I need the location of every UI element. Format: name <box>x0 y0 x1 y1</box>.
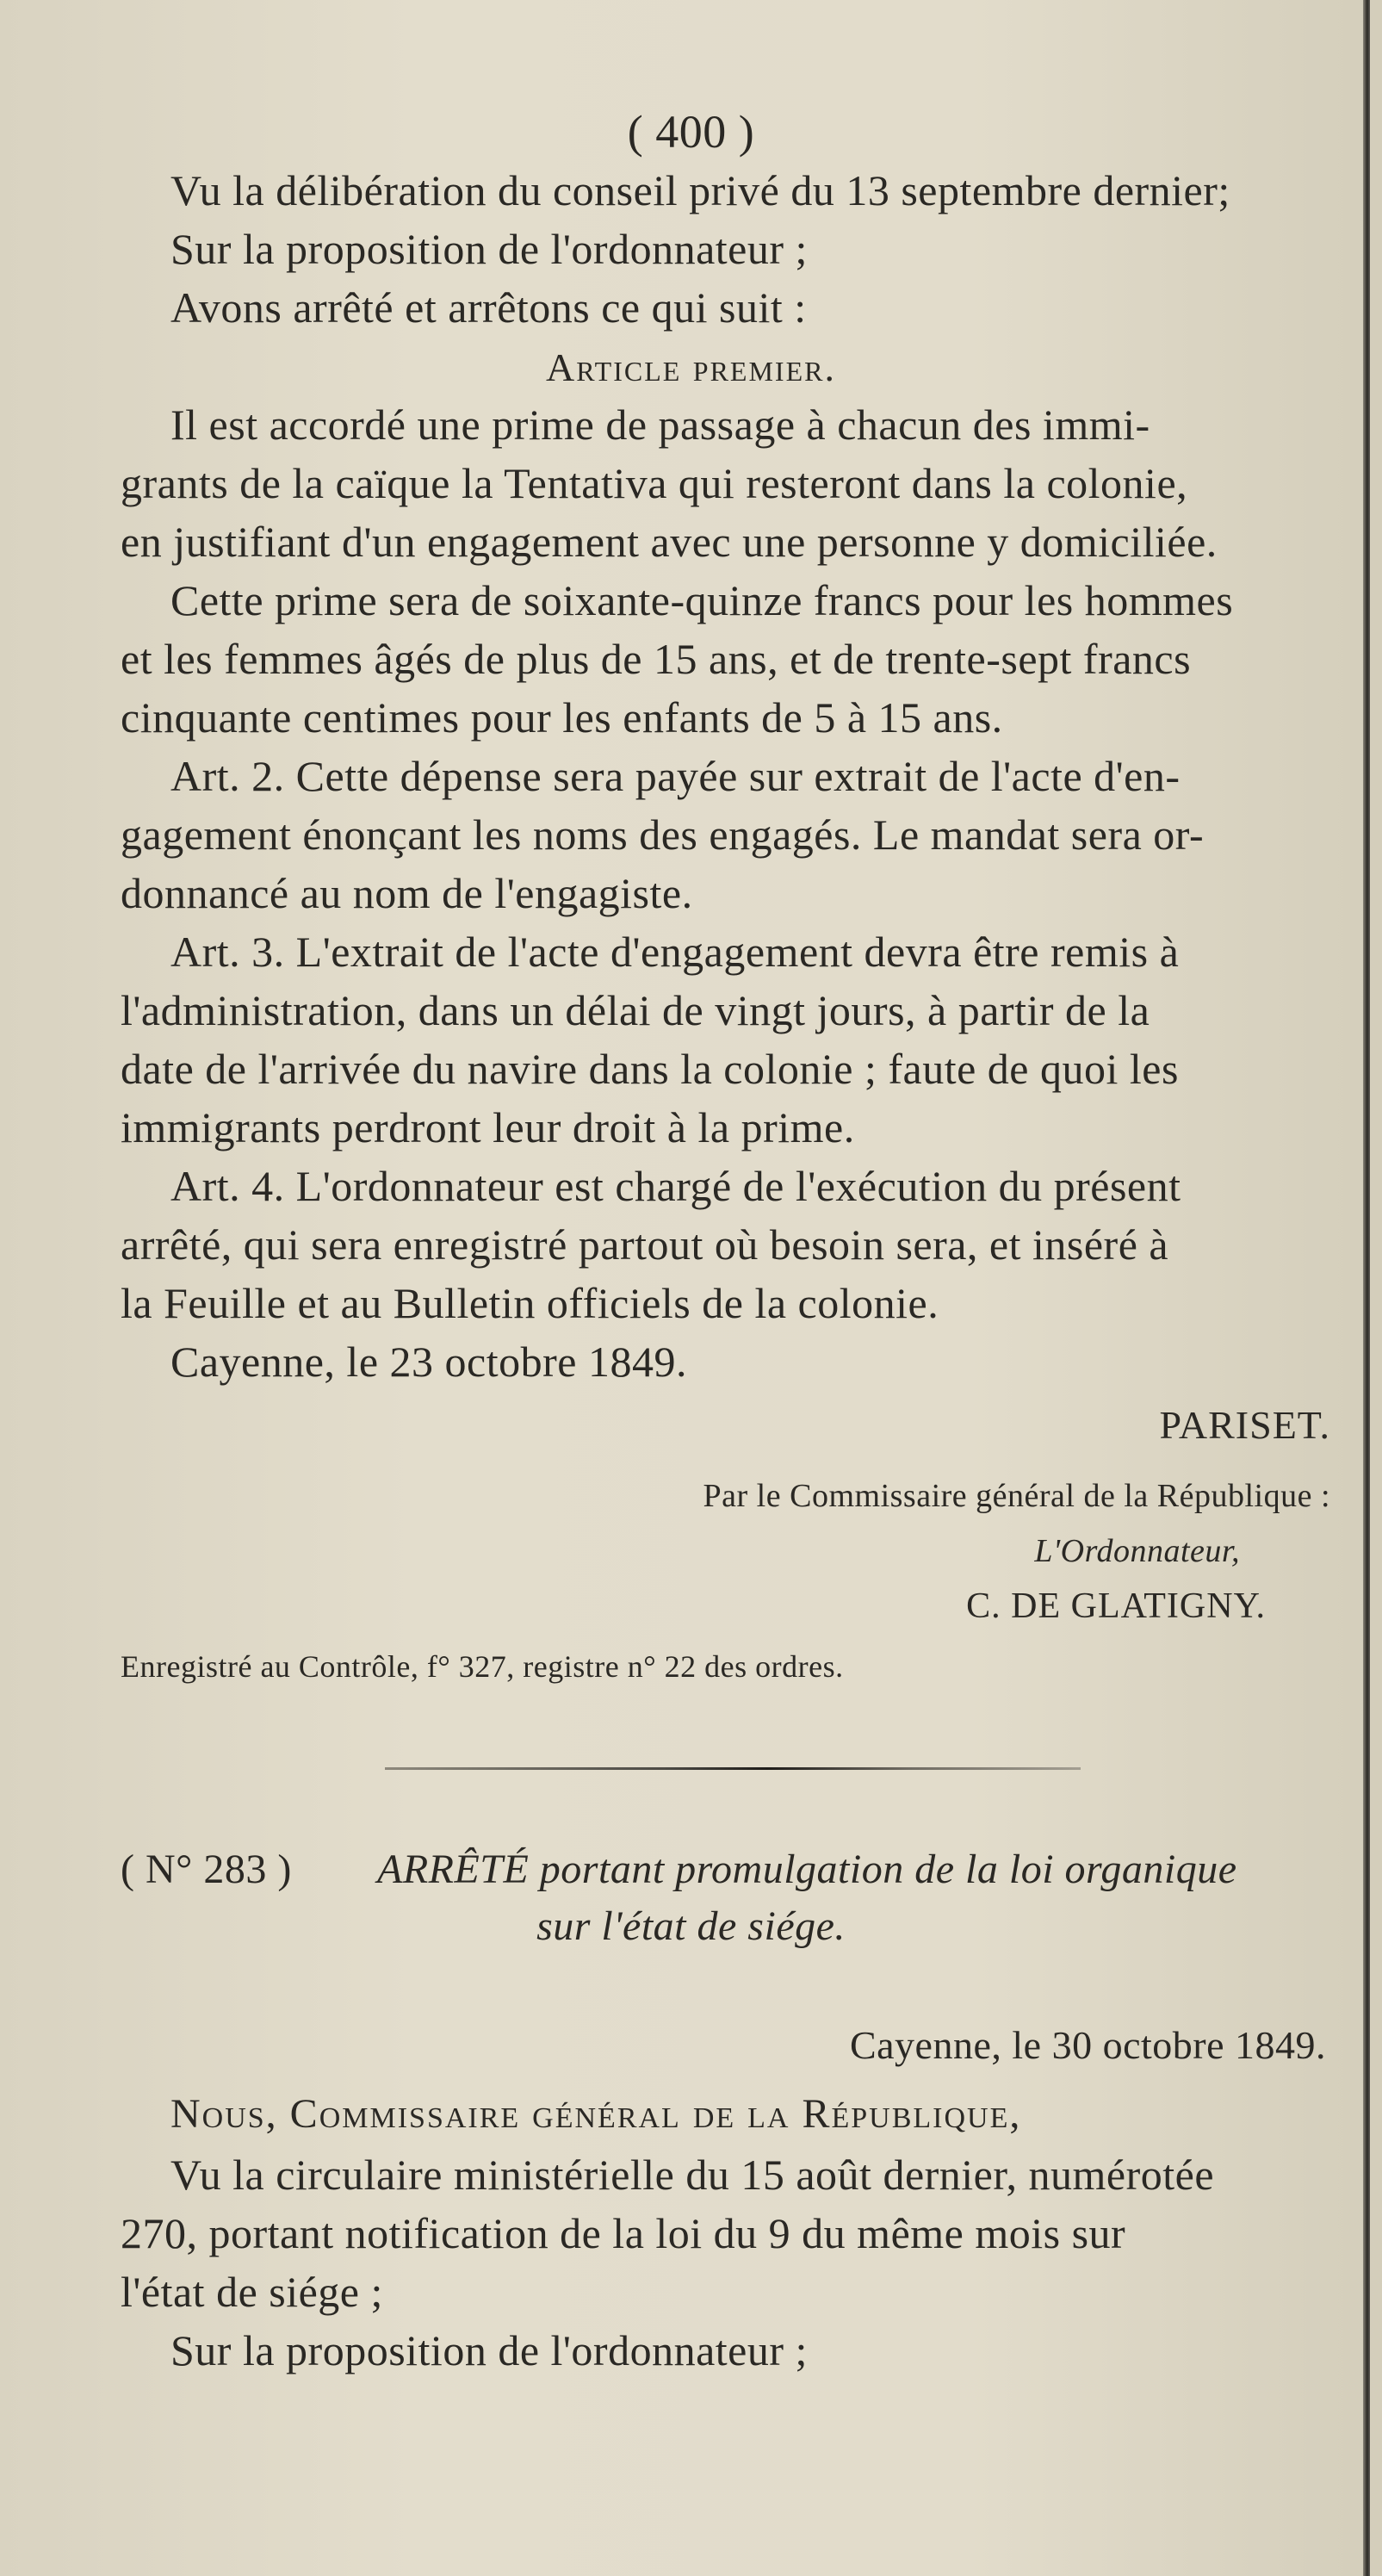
text-line: Vu la délibération du conseil privé du 13 septembre dernier; <box>170 166 1230 214</box>
preamble: Nous, Commissaire général de la République, <box>170 2091 1022 2137</box>
text-line: Avons arrêté et arrêtons ce qui suit : <box>170 283 807 332</box>
date-line: Cayenne, le 23 octobre 1849. <box>170 1338 687 1386</box>
text-line: cinquante centimes pour les enfants de 5 à 15 ans. <box>121 693 1003 742</box>
article-heading: Article premier. <box>546 345 836 389</box>
text-line: en justifiant d'un engagement avec une personne y domiciliée. <box>121 518 1218 566</box>
text-line: grants de la caïque la Tentativa qui resteront dans la colonie, <box>121 459 1188 507</box>
section-title-line2: sur l'état de siége. <box>536 1903 846 1949</box>
text-line: gagement énonçant les noms des engagés. Le mandat sera or- <box>121 810 1205 859</box>
text-line: l'administration, dans un délai de vingt jours, à partir de la <box>121 986 1150 1034</box>
section-title: ARRÊTÉ portant promulgation de la loi organique <box>377 1847 1237 1892</box>
text-line: Cette prime sera de soixante-quinze francs pour les hommes <box>170 576 1234 624</box>
byline-name: C. DE GLATIGNY. <box>966 1586 1266 1626</box>
registration-note: Enregistré au Contrôle, f° 327, registre n° 22 des ordres. <box>121 1649 844 1684</box>
text-line: Art. 4. L'ordonnateur est chargé de l'exécution du présent <box>170 1162 1181 1210</box>
text-line: immigrants perdront leur droit à la prime. <box>121 1103 855 1151</box>
text-line: donnancé au nom de l'engagiste. <box>121 869 693 917</box>
section-number: ( N° 283 ) <box>121 1847 292 1892</box>
text-line: la Feuille et au Bulletin officiels de la colonie. <box>121 1279 939 1327</box>
byline-title: L'Ordonnateur, <box>1034 1533 1240 1569</box>
text-line: 270, portant notification de la loi du 9 du même mois sur <box>121 2209 1126 2257</box>
text-line: Sur la proposition de l'ordonnateur ; <box>170 225 808 273</box>
text-line: Art. 3. L'extrait de l'acte d'engagement devra être remis à <box>170 928 1180 976</box>
text-line: Art. 2. Cette dépense sera payée sur extrait de l'acte d'en- <box>170 752 1181 800</box>
page-number: ( 400 ) <box>627 106 755 158</box>
byline: Par le Commissaire général de la République : <box>703 1478 1330 1514</box>
text-line: l'état de siége ; <box>121 2268 383 2316</box>
text-line: et les femmes âgés de plus de 15 ans, et de trente-sept francs <box>121 635 1192 683</box>
text-line: Vu la circulaire ministérielle du 15 août dernier, numérotée <box>170 2151 1215 2199</box>
text-line: Il est accordé une prime de passage à chacun des immi- <box>170 400 1150 449</box>
text-line: arrêté, qui sera enregistré partout où besoin sera, et inséré à <box>121 1220 1169 1269</box>
text-line: date de l'arrivée du navire dans la colonie ; faute de quoi les <box>121 1045 1179 1093</box>
section-divider <box>385 1767 1081 1770</box>
section2-date: Cayenne, le 30 octobre 1849. <box>849 2023 1326 2067</box>
text-line: Sur la proposition de l'ordonnateur ; <box>170 2326 808 2374</box>
signature: PARISET. <box>1159 1403 1330 1447</box>
